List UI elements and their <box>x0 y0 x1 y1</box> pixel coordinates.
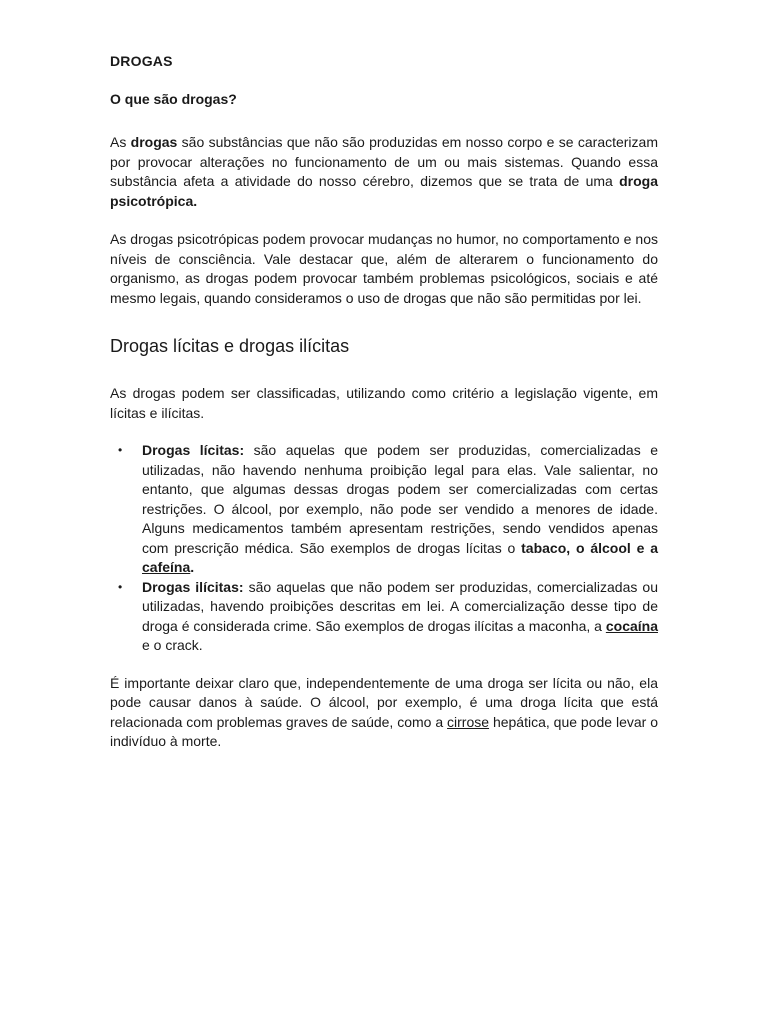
bold-term-licitas: Drogas lícitas: <box>142 442 245 458</box>
list-item-text: são aquelas que podem ser produzidas, comercializadas e utilizadas, não havendo nenhuma proibição legal para elas. Vale salientar, no entanto, que algumas dessas drogas podem ser comercializadas com certas restrições. O álcool, por exemplo, não pode ser vendido a menores de idade. Alguns medicamentos também apresentam restrições, sendo vendidos apenas com prescrição médica. São exemplos de drogas lícitas o <box>142 442 658 556</box>
paragraph-conclusao <box>110 674 658 752</box>
paragraph-text: hepática, que pode levar o indivíduo à morte. <box>110 713 658 749</box>
paragraph-text: É importante deixar claro que, independentemente de uma droga ser lícita ou não, ela pode causar danos à saúde. O álcool, por exemplo, é uma droga lícita que está relacionada com problemas graves de saúde, como a <box>110 674 658 730</box>
document-page <box>110 52 658 752</box>
section-heading: Drogas lícitas e drogas ilícitas <box>110 336 350 356</box>
list-item-text: são aquelas que não podem ser produzidas, comercializadas ou utilizadas, havendo proibições descritas em lei. A comercialização desse tipo de droga é considerada crime. São exemplos de drogas ilícitas a maconha, a <box>142 578 658 634</box>
bullet-icon: • <box>118 443 123 457</box>
bold-term-drogas: drogas <box>130 134 178 150</box>
bold-term-ilicitas: Drogas ilícitas: <box>142 578 244 595</box>
paragraph-psicotropicas: As drogas psicotrópicas podem provocar mudanças no humor, no comportamento e nos níveis de consciência. Vale destacar que, além de alterarem o funcionamento do organismo, as drogas podem provocar também problemas psicológicos, sociais e até mesmo legais, quando consideramos o uso de drogas que não são permitidas por lei. <box>110 231 658 306</box>
list-item-end: . <box>190 559 195 575</box>
paragraph-text: são substâncias que não são produzidas em nosso corpo e se caracterizam por provocar alterações no funcionamento de um ou mais sistemas. Quando essa substância afeta a atividade do nosso cérebro, dizemos que se trata de uma <box>110 134 658 189</box>
document-title: DROGAS <box>110 53 173 69</box>
drug-type-list <box>110 441 658 656</box>
document-subtitle: O que são drogas? <box>110 91 237 107</box>
link-cocaina[interactable]: cocaína <box>605 617 658 634</box>
bold-term-psicotropica: droga psicotrópica. <box>110 173 658 209</box>
link-cafeina[interactable]: cafeína <box>142 559 191 575</box>
bullet-icon: • <box>118 579 123 594</box>
bold-examples-licitas: tabaco, o álcool e a <box>521 539 658 556</box>
paragraph-definition <box>110 133 658 211</box>
paragraph-text: As <box>110 134 131 150</box>
link-cirrose[interactable]: cirrose <box>447 713 490 730</box>
list-item-end: e o crack. <box>142 637 203 653</box>
paragraph-classificacao: As drogas podem ser classificadas, utilizando como critério a legislação vigente, em lícitas e ilícitas. <box>110 385 658 421</box>
list-item-licitas <box>110 441 658 578</box>
list-item-ilicitas <box>110 578 658 656</box>
